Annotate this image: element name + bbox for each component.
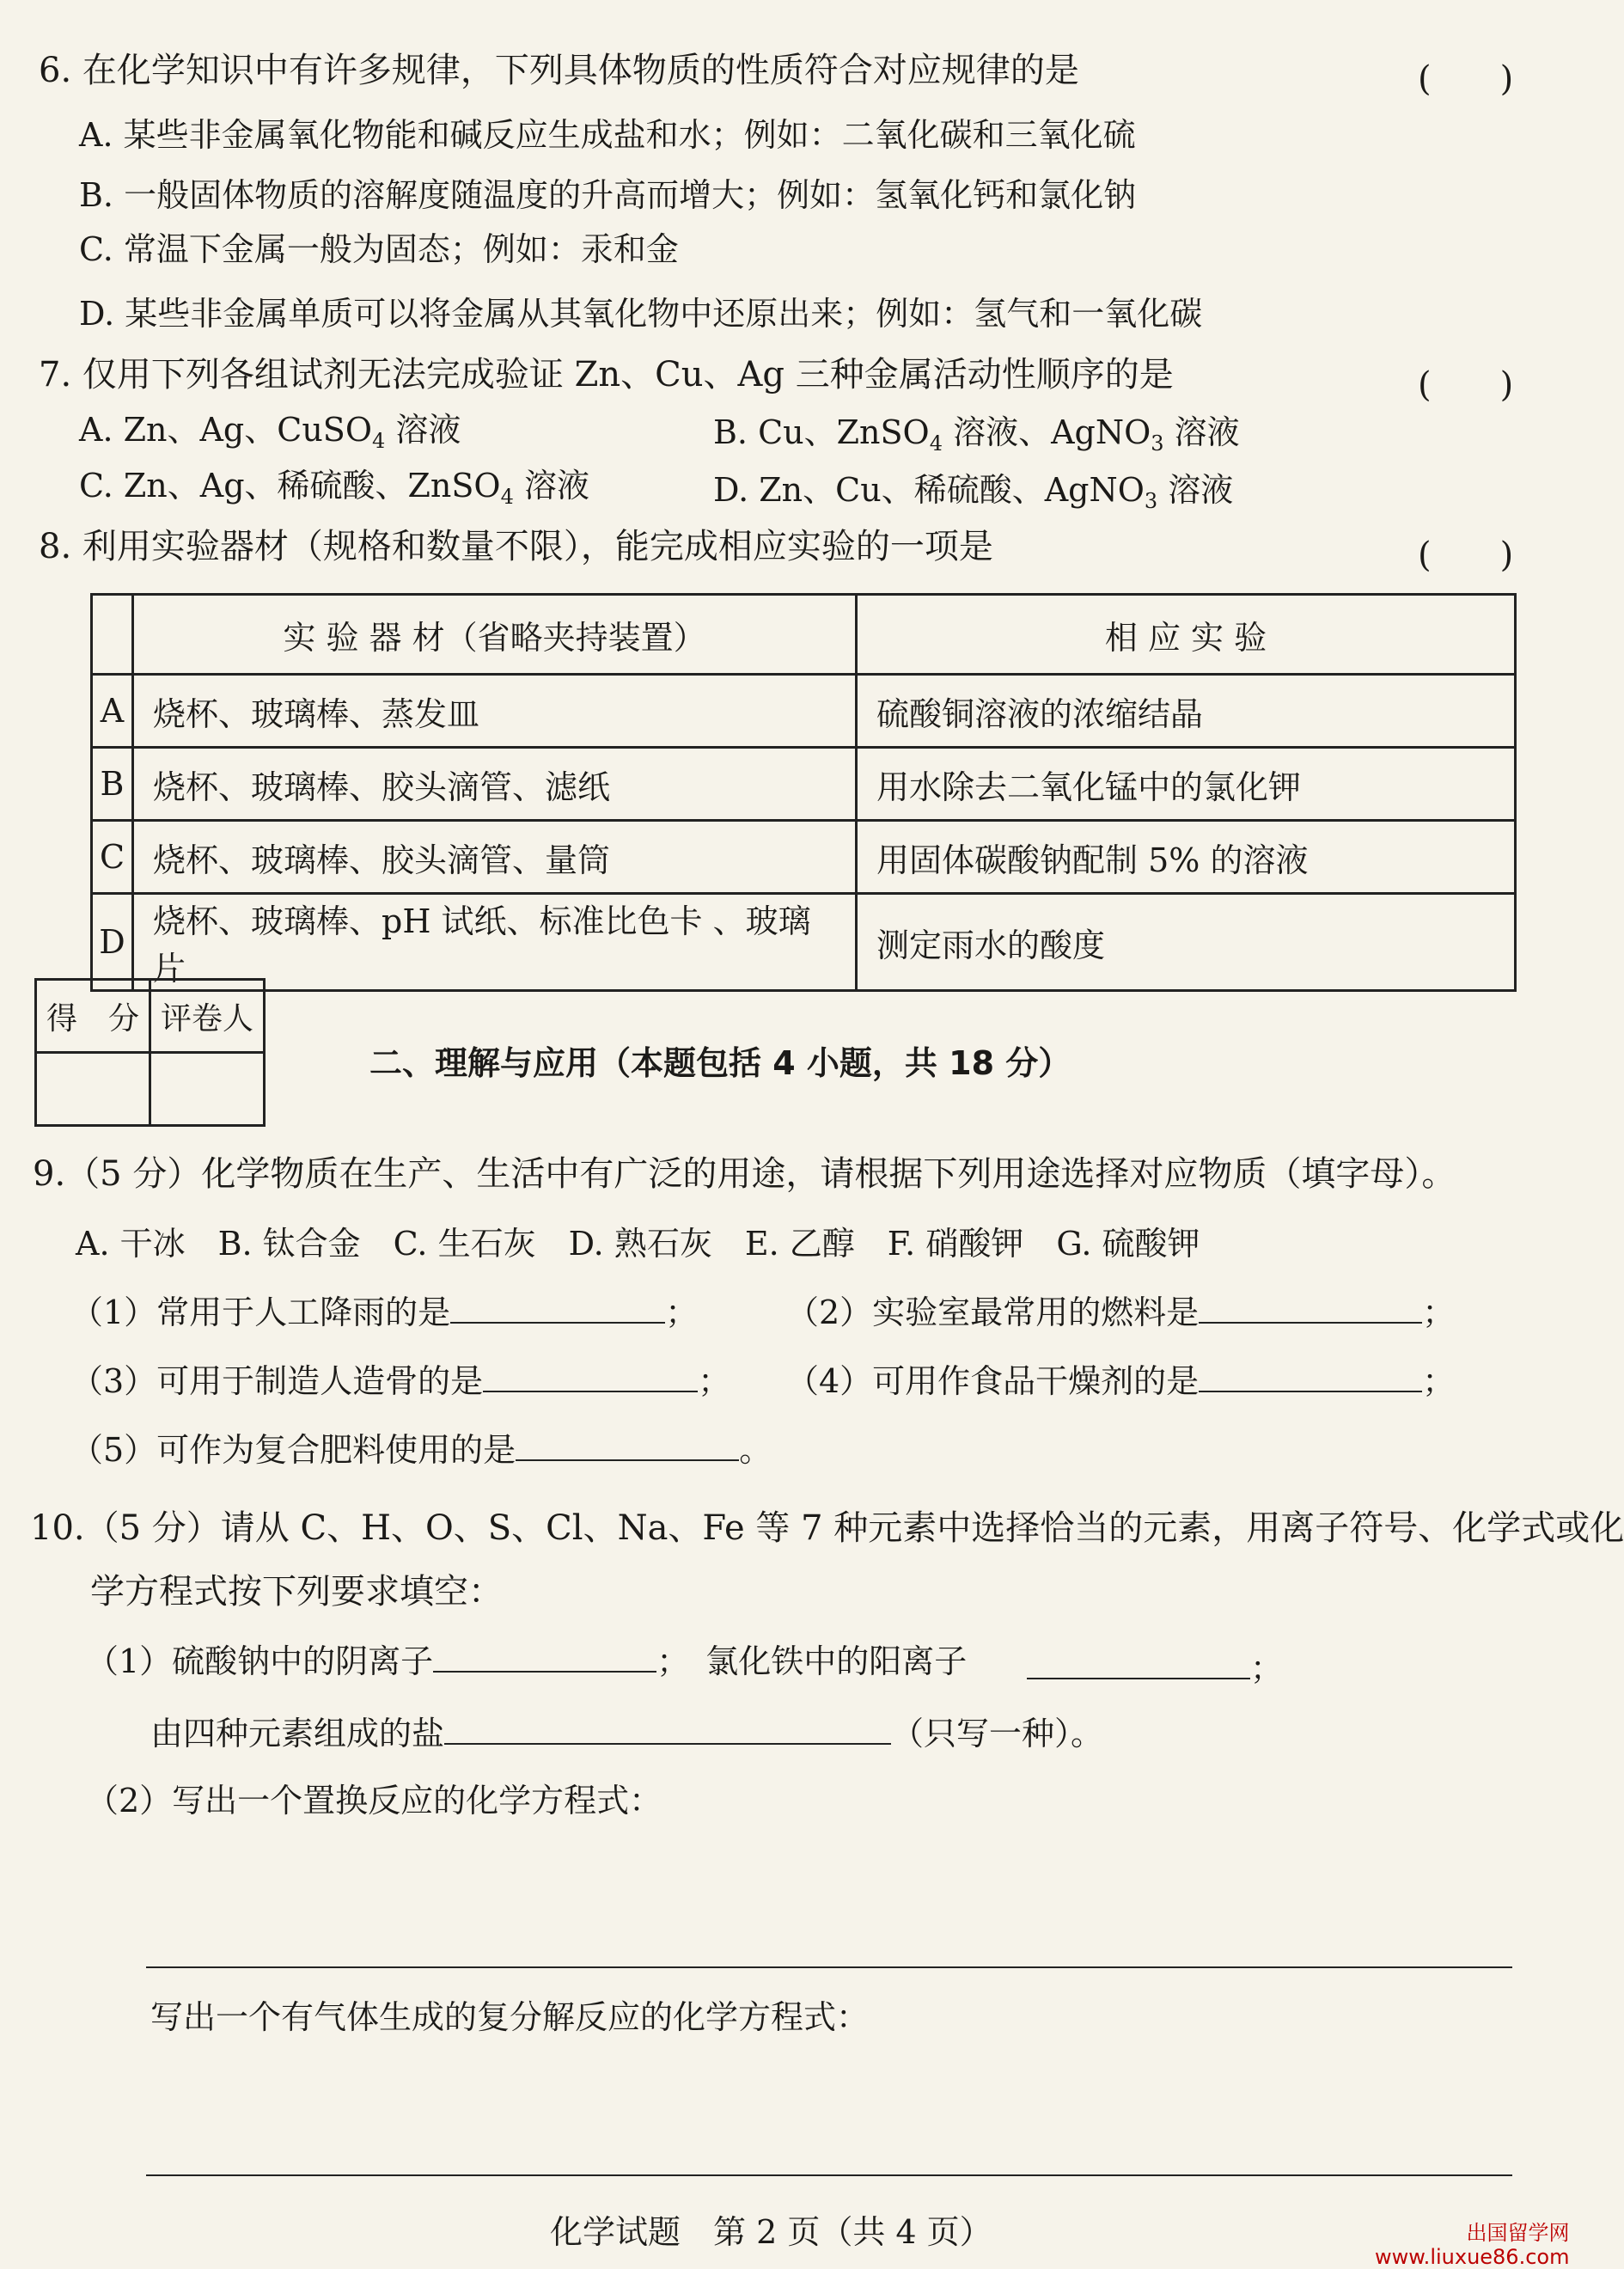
q8-answer-paren: ( ) [1418, 535, 1514, 575]
grader-cell[interactable] [150, 1053, 265, 1126]
row-experiment: 用固体碳酸钠配制 5% 的溶液 [857, 821, 1516, 894]
q6-option-d: D. 某些非金属单质可以将金属从其氧化物中还原出来；例如：氢气和一氧化碳 [79, 295, 1203, 333]
q9-answer-blank-2[interactable] [1199, 1291, 1422, 1324]
table-header-blank [92, 595, 133, 675]
q7-answer-paren: ( ) [1418, 365, 1514, 405]
q8-stem: 8. 利用实验器材（规格和数量不限），能完成相应实验的一项是 [39, 527, 993, 566]
q9-part4: （4）可用作食品干燥剂的是 ； [786, 1360, 1455, 1403]
q10-answer-blank-anion[interactable] [433, 1640, 656, 1673]
q7-stem: 7. 仅用下列各组试剂无法完成验证 Zn、Cu、Ag 三种金属活动性顺序的是 [39, 355, 1174, 394]
q9-answer-blank-5[interactable] [516, 1428, 739, 1461]
q9-part3: （3）可用于制造人造骨的是 ； [70, 1360, 730, 1403]
q10-stem: 10.（5 分）请从 C、H、O、S、Cl、Na、Fe 等 7 种元素中选择恰当的元素，用离子符号、化学式或化 [30, 1508, 1624, 1548]
q8-experiment-table [90, 593, 1517, 992]
q9-part1: （1）常用于人工降雨的是 ； [70, 1291, 698, 1334]
q9-part2: （2）实验室最常用的燃料是 ； [786, 1291, 1455, 1334]
row-letter: A [92, 675, 133, 748]
table-row [92, 894, 1516, 991]
row-materials: 烧杯、玻璃棒、胶头滴管、滤纸 [133, 748, 857, 821]
score-box [34, 978, 266, 1127]
q10-part2: （2）写出一个置换反应的化学方程式： [86, 1782, 662, 1819]
q10-part1: （1）硫酸钠中的阴离子 ； 氯化铁中的阳离子 [86, 1640, 967, 1683]
row-materials: 烧杯、玻璃棒、胶头滴管、量筒 [133, 821, 857, 894]
q10-answer-line-1[interactable] [146, 1966, 1512, 1968]
row-letter: C [92, 821, 133, 894]
grader-label: 评卷人 [150, 980, 265, 1053]
q10-cation-answer: ； [1027, 1647, 1283, 1690]
q6-answer-paren: ( ) [1418, 59, 1514, 99]
q6-option-b: B. 一般固体物质的溶解度随温度的升高而增大；例如：氢氧化钙和氯化钠 [79, 176, 1137, 214]
page-footer: 化学试题 第 2 页（共 4 页） [550, 2213, 992, 2251]
q9-answer-blank-1[interactable] [450, 1291, 665, 1324]
q9-stem: 9.（5 分）化学物质在生产、生活中有广泛的用途，请根据下列用途选择对应物质（填字母）。 [33, 1154, 1456, 1194]
q10-stem-cont: 学方程式按下列要求填空： [90, 1572, 503, 1612]
table-row [92, 675, 1516, 748]
q10-answer-blank-salt[interactable] [444, 1712, 891, 1745]
row-materials: 烧杯、玻璃棒、蒸发皿 [133, 675, 857, 748]
q10-answer-line-2[interactable] [146, 2174, 1512, 2176]
q9-answer-blank-4[interactable] [1199, 1360, 1422, 1392]
table-header-row [92, 595, 1516, 675]
table-header-materials: 实 验 器 材（省略夹持装置） [133, 595, 857, 675]
table-row [92, 748, 1516, 821]
row-letter: B [92, 748, 133, 821]
q6-option-a: A. 某些非金属氧化物能和碱反应生成盐和水；例如：二氧化碳和三氧化硫 [79, 116, 1136, 154]
watermark-logo: 出国留学网 www.liuxue86.com [1375, 2221, 1570, 2269]
q9-answer-blank-3[interactable] [483, 1360, 698, 1392]
q9-part5: （5）可作为复合肥料使用的是 。 [70, 1428, 772, 1471]
row-letter: D [92, 894, 133, 991]
q10-answer-blank-cation[interactable] [1027, 1647, 1250, 1679]
table-row [92, 821, 1516, 894]
q6-stem: 6. 在化学知识中有许多规律，下列具体物质的性质符合对应规律的是 [39, 51, 1079, 90]
row-experiment: 测定雨水的酸度 [857, 894, 1516, 991]
table-header-experiment: 相 应 实 验 [857, 595, 1516, 675]
row-materials: 烧杯、玻璃棒、pH 试纸、标准比色卡 、玻璃片 [133, 894, 857, 991]
score-label: 得 分 [36, 980, 150, 1053]
q7-option-c: C. Zn、Ag、稀硫酸、ZnSO$_4$ 溶液 [79, 467, 589, 509]
q10-salt: 由四种元素组成的盐 （只写一种）。 [150, 1712, 1103, 1755]
q7-option-d: D. Zn、Cu、稀硫酸、AgNO$_3$ 溶液 [713, 471, 1234, 513]
row-experiment: 硫酸铜溶液的浓缩结晶 [857, 675, 1516, 748]
score-cell[interactable] [36, 1053, 150, 1126]
q9-choices: A. 干冰 B. 钛合金 C. 生石灰 D. 熟石灰 E. 乙醇 F. 硝酸钾 G. 硫酸钾 [76, 1225, 1200, 1263]
q10-part2b: 写出一个有气体生成的复分解反应的化学方程式： [150, 1998, 870, 2036]
q7-option-b: B. Cu、ZnSO$_4$ 溶液、AgNO$_3$ 溶液 [713, 413, 1240, 456]
q7-option-a: A. Zn、Ag、CuSO$_4$ 溶液 [79, 411, 461, 453]
row-experiment: 用水除去二氧化锰中的氯化钾 [857, 748, 1516, 821]
q6-option-c: C. 常温下金属一般为固态；例如：汞和金 [79, 230, 679, 268]
section-title: 二、理解与应用（本题包括 4 小题，共 18 分） [369, 1044, 1071, 1082]
